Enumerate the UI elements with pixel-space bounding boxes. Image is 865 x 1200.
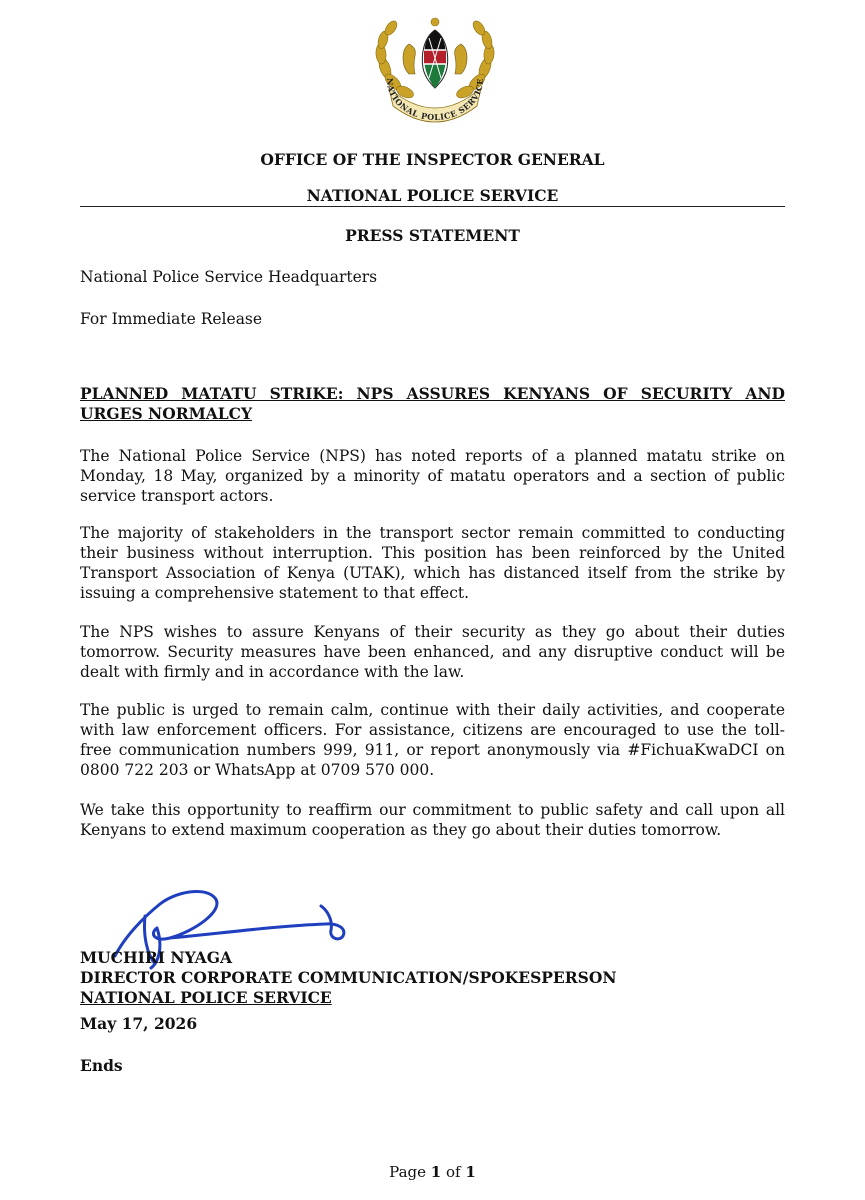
national-police-service-emblem [365, 10, 505, 138]
body-paragraph: The NPS wishes to assure Kenyans of their security as they go about their duties tomorrow. Security measures have been enhanced, and any disruptive conduct will be dealt with firmly and in accordance with the law. [80, 623, 785, 681]
statement-headline: PLANNED MATATU STRIKE: NPS ASSURES KENYANS OF SECURITY AND URGES NORMALCY [80, 384, 785, 423]
closing-text: Ends [80, 1056, 123, 1075]
body-paragraph: The majority of stakeholders in the transport sector remain committed to conducting their business without interruption. This position has been reinforced by the United Transport Association of Kenya (UTAK), which has distanced itself from the strike by issuing a comprehensive statement to that effect. [80, 524, 785, 602]
page-current: 1 [430, 1163, 442, 1181]
location-line: National Police Service Headquarters [80, 268, 378, 286]
header-divider [80, 206, 785, 207]
signatory-organization: NATIONAL POLICE SERVICE [80, 988, 332, 1007]
body-paragraph: We take this opportunity to reaffirm our commitment to public safety and call upon all Kenyans to extend maximum cooperation as they go about their duties tomorrow. [80, 801, 785, 839]
emblem-label: NATIONAL POLICE SERVICE [384, 77, 486, 123]
signatory-title: DIRECTOR CORPORATE COMMUNICATION/SPOKESPERSON [80, 968, 617, 987]
office-heading: OFFICE OF THE INSPECTOR GENERAL [260, 150, 605, 169]
release-line: For Immediate Release [80, 310, 263, 328]
page-total: 1 [465, 1163, 476, 1181]
signatory-name: MUCHIRI NYAGA [80, 948, 232, 967]
document-type: PRESS STATEMENT [345, 226, 520, 245]
statement-date: May 17, 2026 [80, 1014, 198, 1033]
page-label: Page [389, 1163, 427, 1181]
body-paragraph: The public is urged to remain calm, continue with their daily activities, and cooperate with law enforcement officers. For assistance, citizens are encouraged to use the toll-free communication numbers 999, 911, or report anonymously via #FichuaKwaDCI on 0800 722 203 or WhatsApp at 0709 570 000. [80, 701, 785, 779]
of-label: of [446, 1163, 461, 1181]
body-paragraph: The National Police Service (NPS) has noted reports of a planned matatu strike on Monday, 18 May, organized by a minority of matatu operators and a section of public service transport actors. [80, 447, 785, 505]
page-number [0, 1163, 865, 1181]
service-heading: NATIONAL POLICE SERVICE [306, 186, 559, 205]
